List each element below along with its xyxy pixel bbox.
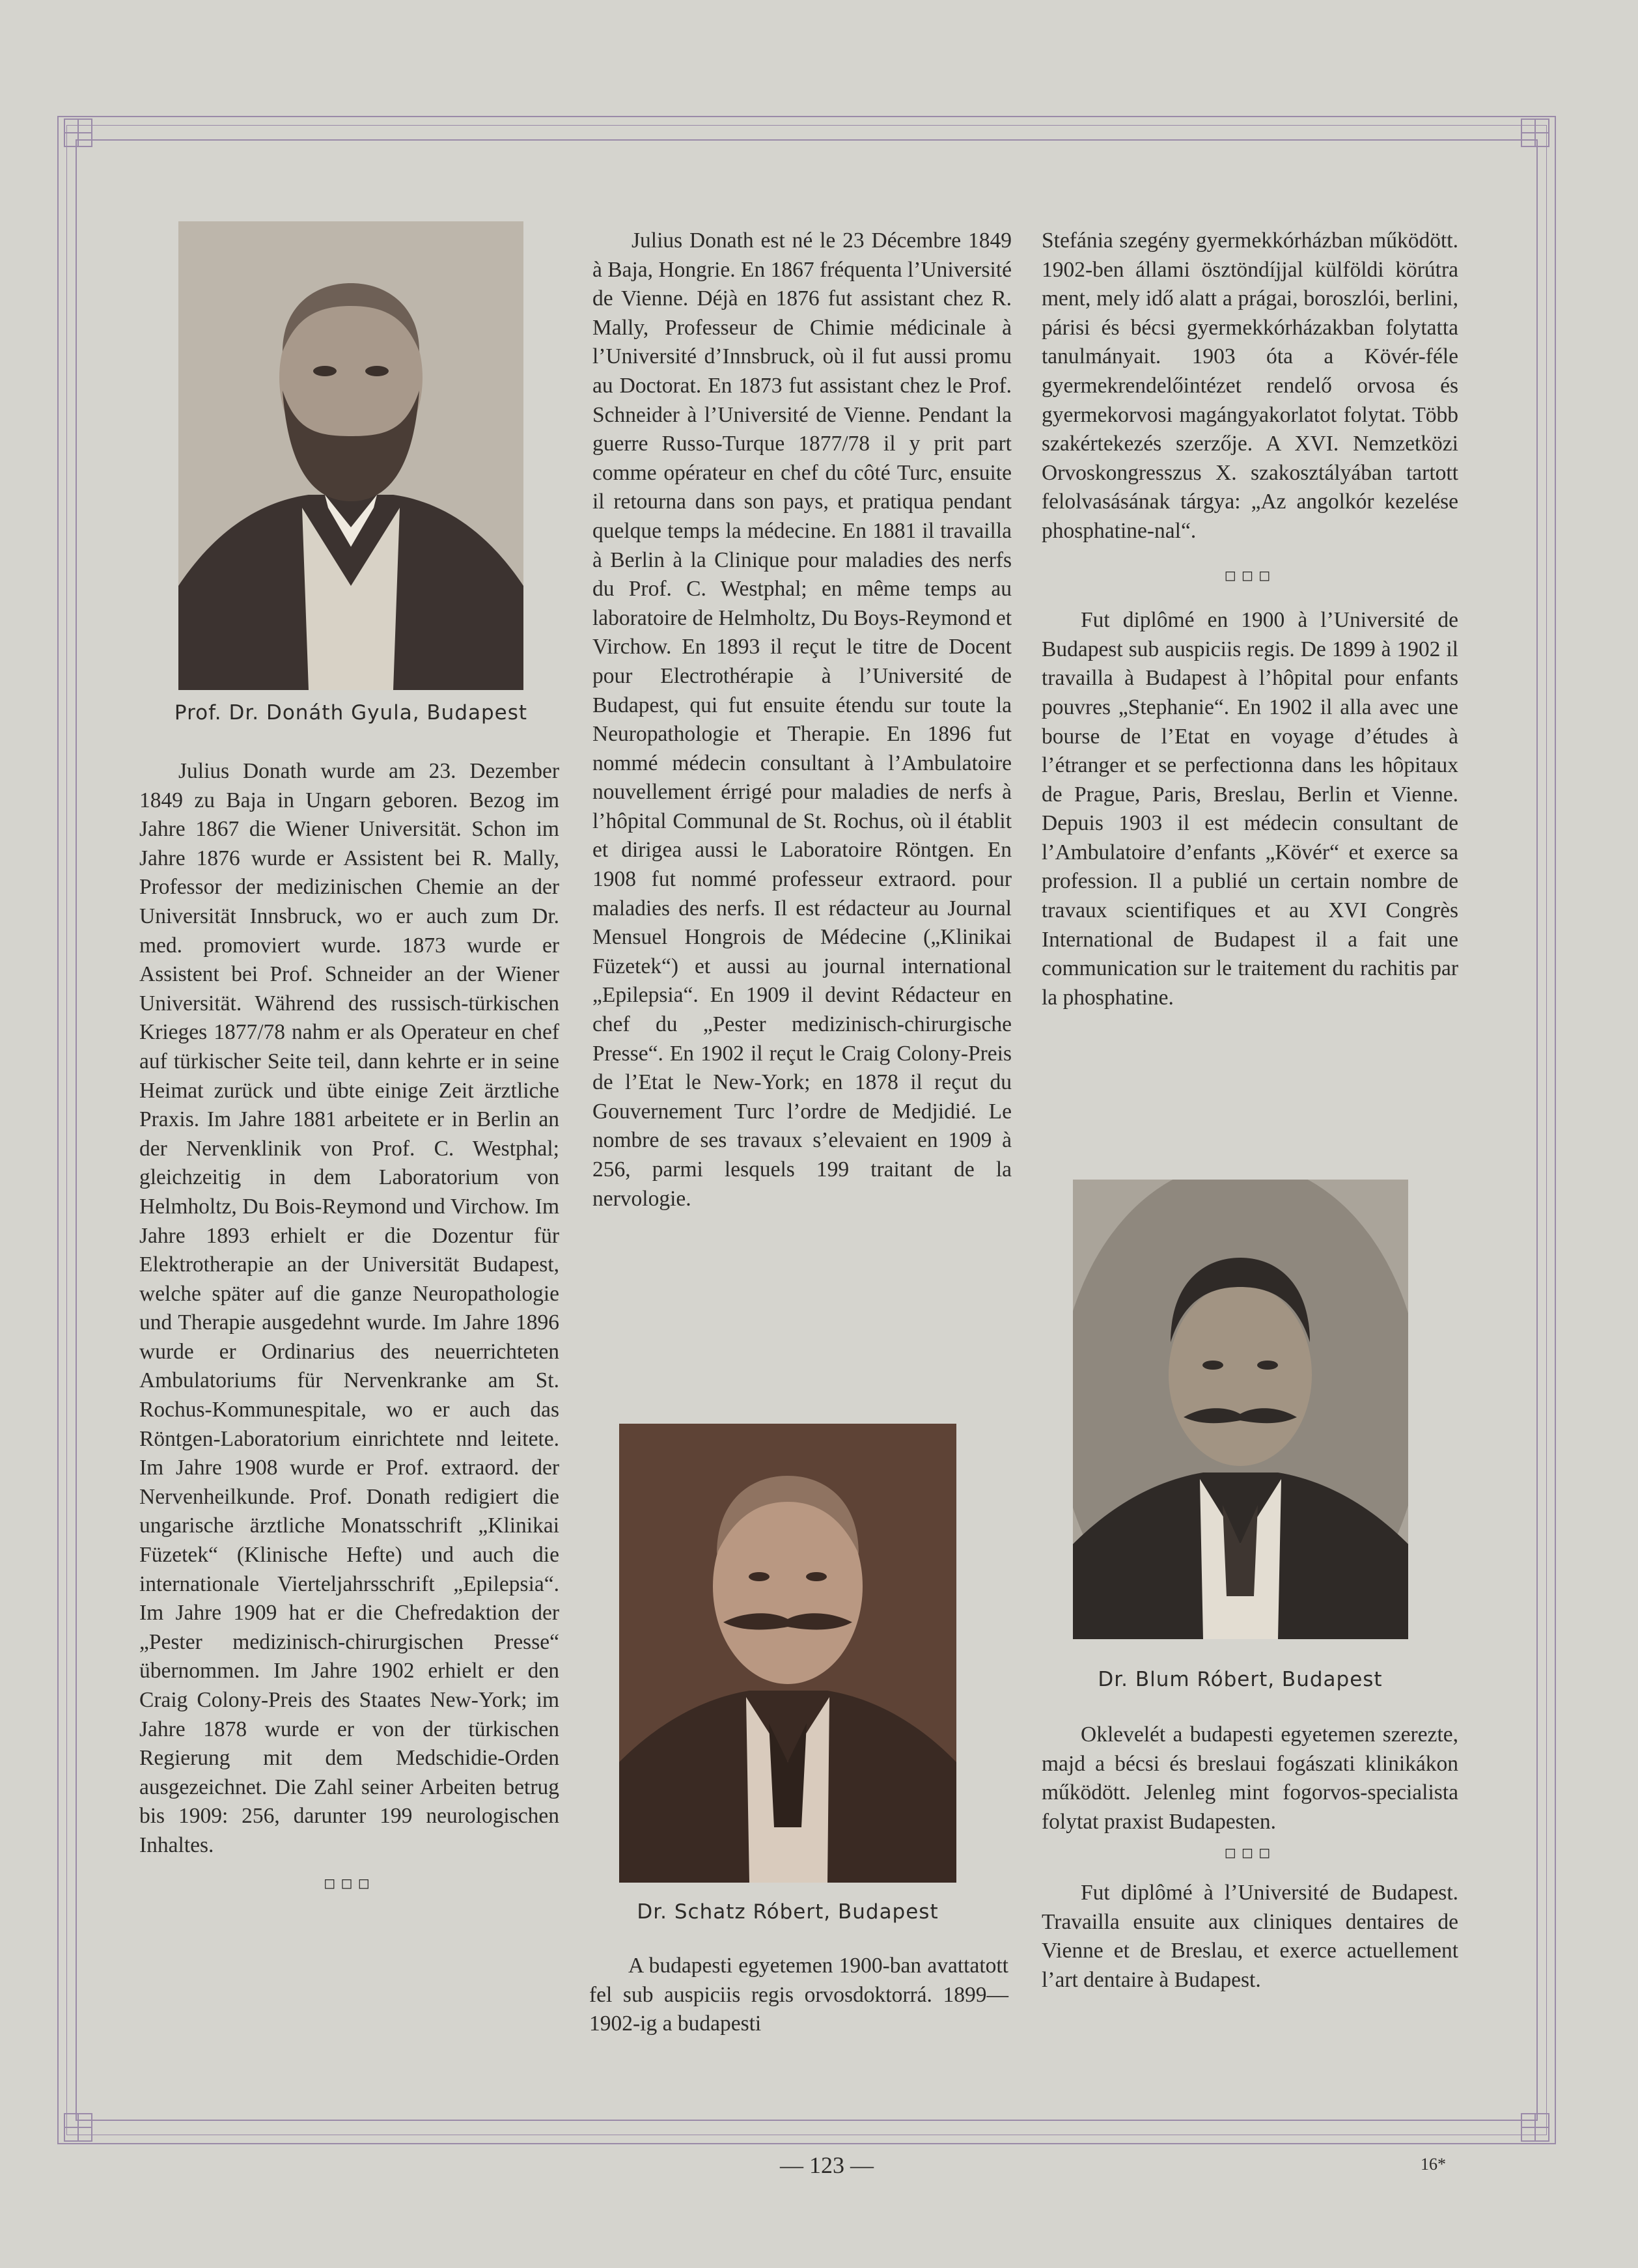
paragraph-hungarian-schatz-continued: Stefánia szegény gyermekkórházban működött. 1902-ben állami ösztöndíjjal külföldi körútra ment, mely idő alatt a prágai, boroszlói, berlini, párisi és bécsi gyermekkórházakban folytatta tanulmányait. 1903 óta a Kövér-féle gyermekrendelőintézet rendelő orvosa és gyermekorvosi magángyakorlatot folytat. Több szakértekezés szerzője. A XVI. Nemzetközi Orvoskongresszus X. szakosztályában tartott felolvasásának tárgya: „Az angolkór kezelése phosphatine-nal“. [1042, 228, 1458, 543]
paragraph-french-blum: Fut diplômé à l’Université de Budapest. Travailla ensuite aux cliniques dentaires de Vienne et de Breslau, et exerce actuellement l’art dentaire à Budapest. [1042, 1880, 1458, 1992]
column-schatz-continued [1042, 227, 1458, 1012]
paragraph-hungarian-schatz: A budapesti egyetemen 1900-ban avattatott fel sub auspiciis regis orvosdoktorrá. 1899—1902-ig a budapesti [589, 1954, 1008, 2036]
column-french-donath [592, 227, 1012, 1213]
section-separator: ◻◻◻ [324, 1875, 375, 1892]
paragraph-french-schatz: Fut diplômé en 1900 à l’Université de Budapest sub auspiciis regis. De 1899 à 1902 il travailla à Budapest à l’hôpital pour enfants pouvres „Stephanie“. En 1902 il alla avec une bourse de l’Etat en voyage d’études à l’étranger et se perfectionna dans les hôpitaux de Prague, Paris, Breslau, Berlin et Vienne. Depuis 1903 il est médecin consultant de l’Ambulatoire d’enfants „Kövér“ et exerce sa profession. Il a publié un certain nombre de travaux scientifiques et au XVI Congrès International de Budapest il a fait une communication sur le traitement du rachitis par la phosphatine. [1042, 608, 1458, 1010]
paragraph-hungarian-blum: Oklevelét a budapesti egyetemen szerezte, majd a bécsi és breslaui fogászati klinikákon működött. Jelenleg mint fogorvos-specialista folytat praxist Budapesten. [1042, 1722, 1458, 1834]
frame-corner-ornament [1521, 2113, 1549, 2142]
portrait-blum [1073, 1180, 1408, 1639]
paragraph-french-donath: Julius Donath est né le 23 Décembre 1849 à Baja, Hongrie. En 1867 fréquenta l’Université de Vienne. Déjà en 1876 fut assistant chez R. Mally, Professeur de Chimie médicinale à l’Université d’Innsbruck, où il fut aussi promu au Doctorat. En 1873 fut assistant chez le Prof. Schneider à l’Université de Vienne. Pendant la guerre Russo-Turque 1877/78 il y prit part comme opérateur en chef du côté Turc, ensuite il retourna dans son pays, et pratiqua pendant quelque temps la médecine. En 1881 il travailla à Berlin à la Clinique pour maladies des nerfs du Prof. C. Westphal; en même temps au laboratoire de Helmholtz, Du Boys-Reymond et Virchow. En 1893 il reçut le titre de Docent pour Electrothérapie à l’Université de Budapest, qui fut ensuite étendu sur toute la Neuropathologie et Therapie. En 1896 fut nommé médecin consultant à l’Ambulatoire nouvellement érrigé pour maladies de nerfs à l’hôpital Communal de St. Rochus, où il établit et dirigea aussi le Laboratoire Röntgen. En 1908 fut nommé professeur extraord. pour maladies des nerfs. Il est rédacteur au Journal Mensuel Hongrois de Médecine („Klinikai Füzetek“) et aussi au journal international „Epilepsia“. En 1909 il devint Rédacteur en chef du „Pester medizinisch-chirurgische Presse“. En 1902 il reçut le Craig Colony-Preis de l’Etat le New-York; en 1878 il reçut du Gouvernement Turc l’ordre de Medjidié. Le nombre de ses travaux s’elevaient en 1909 à 256, parmi lesquels 199 traitant de la nervologie. [592, 228, 1012, 1211]
portrait-schatz [619, 1424, 956, 1883]
page-number: — 123 — [780, 2152, 874, 2178]
caption-schatz: Dr. Schatz Róbert, Budapest [637, 1900, 939, 1924]
frame-corner-ornament [64, 2113, 92, 2142]
frame-corner-ornament [1521, 118, 1549, 147]
frame-corner-ornament [64, 118, 92, 147]
column-blum [1042, 1721, 1458, 1995]
column-hungarian-schatz [589, 1952, 1008, 2039]
section-separator: ◻◻◻ [1224, 567, 1276, 584]
column-german-donath [139, 757, 559, 1915]
paragraph-german-donath: Julius Donath wurde am 23. Dezember 1849 zu Baja in Ungarn geboren. Bezog im Jahre 1867 die Wiener Universität. Schon im Jahre 1876 wurde er Assistent bei R. Mally, Professor der medizinischen Chemie an der Universität Innsbruck, wo er auch zum Dr. med. promoviert wurde. 1873 wurde er Assistent bei Prof. Schneider an der Wiener Universität. Während des russisch-türkischen Krieges 1877/78 nahm er als Operateur en chef auf türkischer Seite teil, dann kehrte er in seine Heimat zurück und übte einige Zeit ärztliche Praxis. Im Jahre 1881 arbeitete er in Berlin an der Nervenklinik von Prof. C. Westphal; gleichzeitig in dem Laboratorium von Helmholtz, Du Bois-Reymond und Virchow. Im Jahre 1893 erhielt er die Dozentur für Elektrotherapie an der Universität Budapest, welche später auf die ganze Neuropathologie und Therapie ausgedehnt wurde. Im Jahre 1896 wurde er Ordinarius des neuerrichteten Ambulatoriums für Nervenkranke am St. Rochus-Kommunespitale, wo er auch das Röntgen-Laboratorium einrichtete nnd leitete. Im Jahre 1908 wurde er Prof. extraord. der Nervenheilkunde. Prof. Donath redigiert die ungarische ärztliche Monatsschrift „Klinikai Füzetek“ (Klinische Hefte) und auch die internationale Vierteljahrsschrift „Epilepsia“. Im Jahre 1909 hat er die Chefredaktion der „Pester medizinisch-chirurgischen Presse“ übernommen. Im Jahre 1902 erhielt er den Craig Colony-Preis des Staates New-York; im Jahre 1878 wurde er von der türkischen Regierung mit dem Medschidie-Orden ausgezeichnet. Die Zahl seiner Arbeiten betrug bis 1909: 256, darunter 199 neurologischen Inhaltes. [139, 759, 559, 1857]
portrait-donath [178, 221, 523, 690]
caption-blum: Dr. Blum Róbert, Budapest [1098, 1668, 1383, 1691]
caption-donath: Prof. Dr. Donáth Gyula, Budapest [174, 701, 528, 725]
printer-signature: 16* [1421, 2155, 1446, 2174]
section-separator: ◻◻◻ [1224, 1845, 1276, 1862]
